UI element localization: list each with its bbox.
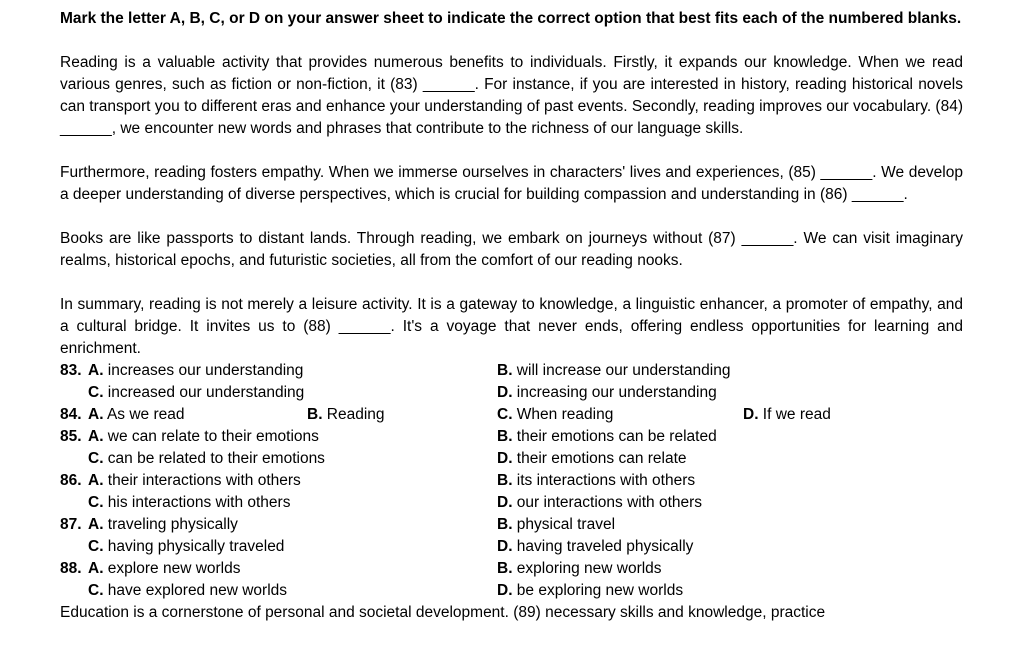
answer-option-label: C. [497, 406, 513, 423]
answer-option-label: A. [88, 472, 104, 489]
answer-option-label: C. [88, 582, 104, 599]
answer-option-label: D. [497, 494, 513, 511]
answer-option-label: B. [497, 516, 513, 533]
answer-option-label: B. [307, 406, 323, 423]
answer-option: D. their emotions can relate [497, 450, 687, 467]
question-row [60, 514, 963, 536]
passage [60, 52, 963, 360]
question-number: 85. [60, 428, 82, 445]
answer-option: D. be exploring new worlds [497, 582, 684, 599]
answer-option-label: D. [497, 450, 513, 467]
answer-option: A. increases our understanding [88, 362, 304, 379]
answer-option-label: D. [497, 384, 513, 401]
answer-option-label: A. [88, 516, 104, 533]
answer-option-label: D. [743, 406, 759, 423]
passage-paragraph: Furthermore, reading fosters empathy. When we immerse ourselves in characters' lives and experiences, (85) ______. We develop a deeper understanding of diverse perspectives, which is crucial for building compassion and understanding in (86) ______. [60, 164, 963, 203]
passage-paragraph: Books are like passports to distant lands. Through reading, we embark on journeys without (87) ______. We can visit imaginary realms, historical epochs, and futuristic societies, all from the comfort of our reading nooks. [60, 230, 963, 269]
passage-paragraph: Reading is a valuable activity that provides numerous benefits to individuals. Firstly, it expands our knowledge. When we read various genres, such as fiction or non-fiction, it (83) ______. For instance, if you are interested in history, reading historical novels can transport you to different eras and enhance your understanding of past events. Secondly, reading improves our vocabulary. (84) ______, we encounter new words and phrases that contribute to the richness of our language skills. [60, 54, 963, 137]
passage-paragraph: In summary, reading is not merely a leisure activity. It is a gateway to knowledge, a linguistic enhancer, a promoter of empathy, and a cultural bridge. It invites us to (88) ______. It's a voyage that never ends, offering endless opportunities for learning and enrichment. [60, 296, 963, 357]
question-row [60, 470, 963, 492]
question-number: 87. [60, 516, 82, 533]
answer-option: A. As we read [88, 406, 185, 423]
answer-option: C. can be related to their emotions [88, 450, 325, 467]
answer-option-label: D. [497, 582, 513, 599]
question-row [60, 536, 963, 558]
answer-option-label: B. [497, 472, 513, 489]
answer-option-label: A. [88, 560, 104, 577]
answer-option: D. having traveled physically [497, 538, 694, 555]
answer-option: A. their interactions with others [88, 472, 301, 489]
question-number [60, 580, 88, 602]
answer-option: C. having physically traveled [88, 538, 285, 555]
question-number: 83. [60, 362, 82, 379]
answer-option-label: C. [88, 450, 104, 467]
answer-option: A. we can relate to their emotions [88, 428, 319, 445]
answer-option-label: A. [88, 362, 104, 379]
question-row [60, 404, 963, 426]
answer-option-label: C. [88, 494, 104, 511]
question-row [60, 360, 963, 382]
answer-option: D. If we read [743, 406, 831, 423]
answer-option: B. exploring new worlds [497, 560, 662, 577]
answer-option-label: C. [88, 384, 104, 401]
instruction-text: Mark the letter A, B, C, or D on your answer sheet to indicate the correct option that best fits each of the numbered blanks. [60, 10, 962, 27]
answer-option: B. their emotions can be related [497, 428, 717, 445]
question-row [60, 448, 963, 470]
answer-option-label: D. [497, 538, 513, 555]
clipped-next-passage-line: Education is a cornerstone of personal and societal development. (89) necessary skills and knowledge, practice [60, 604, 826, 621]
answer-option: C. his interactions with others [88, 494, 291, 511]
question-row [60, 426, 963, 448]
document-page [60, 8, 963, 624]
answer-option-label: B. [497, 362, 513, 379]
answer-option: B. its interactions with others [497, 472, 696, 489]
answer-option: B. Reading [307, 406, 385, 423]
answer-option: D. increasing our understanding [497, 384, 717, 401]
question-number [60, 382, 88, 404]
question-number: 84. [60, 406, 82, 423]
answer-option: D. our interactions with others [497, 494, 703, 511]
answer-option: A. traveling physically [88, 516, 238, 533]
answer-option: B. physical travel [497, 516, 616, 533]
answer-option-label: A. [88, 406, 104, 423]
answer-option: B. will increase our understanding [497, 362, 731, 379]
question-number [60, 448, 88, 470]
answer-option: C. have explored new worlds [88, 582, 288, 599]
question-row [60, 492, 963, 514]
answer-option: A. explore new worlds [88, 560, 241, 577]
question-number: 88. [60, 560, 82, 577]
answer-option-label: C. [88, 538, 104, 555]
question-number [60, 492, 88, 514]
question-number: 86. [60, 472, 82, 489]
answer-option: C. When reading [497, 406, 614, 423]
question-row [60, 382, 963, 404]
answer-option-label: A. [88, 428, 104, 445]
question-row [60, 580, 963, 602]
question-number [60, 536, 88, 558]
answer-option: C. increased our understanding [88, 384, 305, 401]
question-row [60, 558, 963, 580]
answer-option-label: B. [497, 428, 513, 445]
questions-block [60, 360, 963, 602]
answer-option-label: B. [497, 560, 513, 577]
